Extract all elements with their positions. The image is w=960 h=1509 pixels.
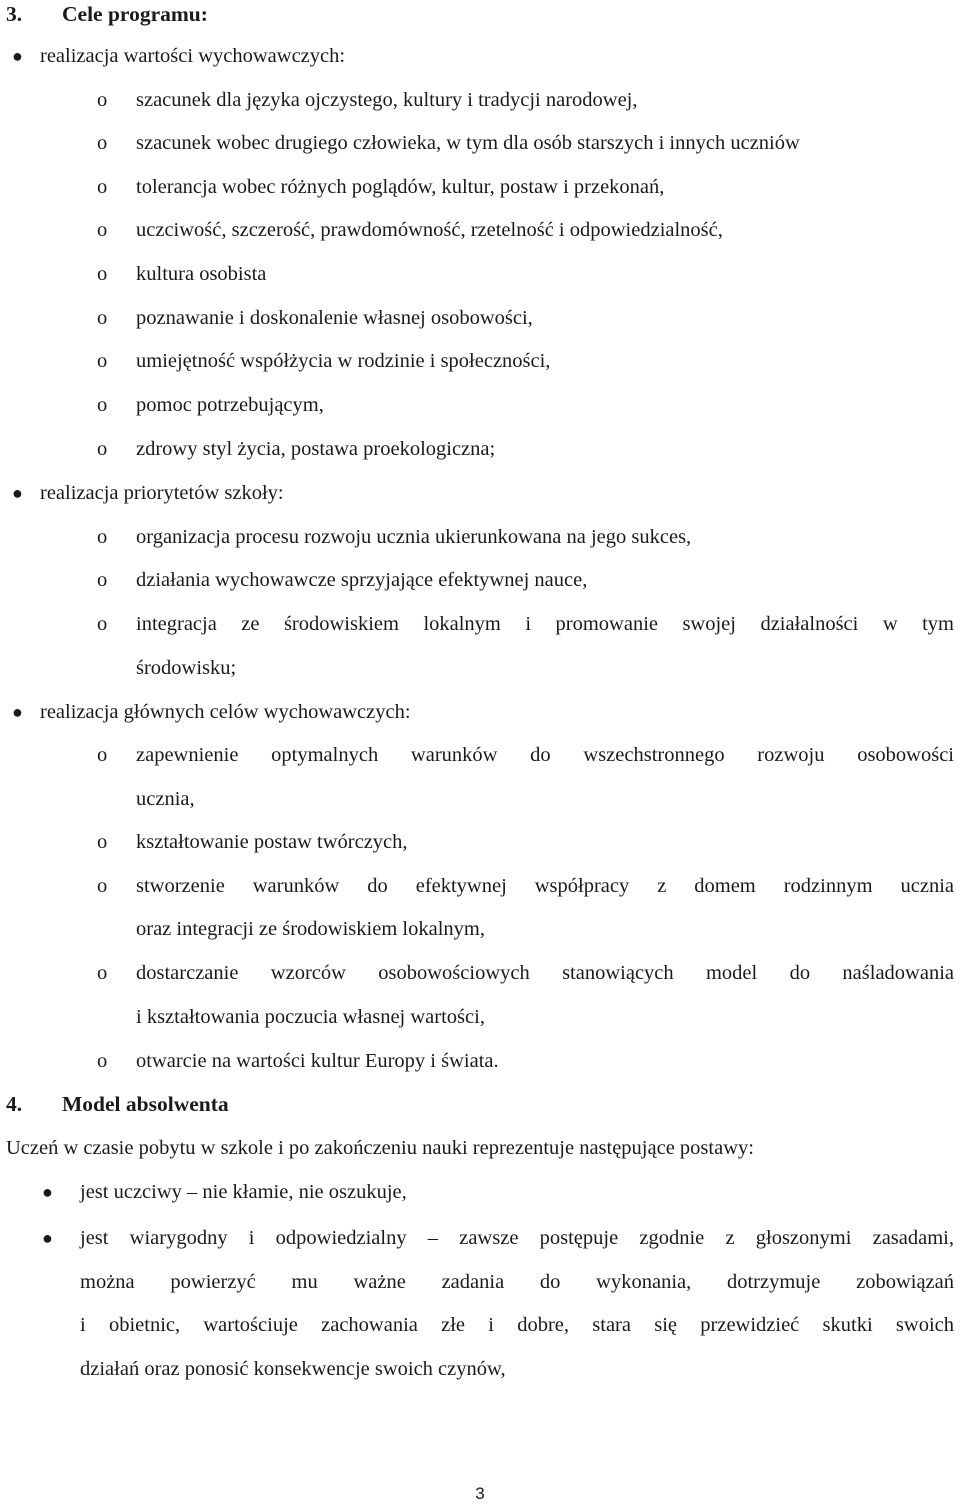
sub-marker: o [97, 831, 108, 853]
sub-marker: o [97, 263, 108, 285]
sub-item-text: zapewnienie optymalnych warunków do wszechstronnego rozwoju osobowości [136, 744, 954, 766]
intro-paragraph [0, 1126, 960, 1170]
bullet-marker: ● [42, 1182, 53, 1202]
attitude-text: jest uczciwy – nie kłamie, nie oszukuje, [80, 1181, 407, 1203]
attitude-item [0, 1170, 960, 1214]
sub-item [0, 383, 960, 427]
sub-marker: o [97, 307, 108, 329]
sub-item-text: tolerancja wobec różnych poglądów, kultur, postaw i przekonań, [136, 176, 665, 198]
sub-item [0, 1039, 960, 1083]
attitude-continuation [0, 1303, 960, 1347]
sub-marker: o [97, 962, 108, 984]
page-number: 3 [475, 1484, 485, 1503]
sub-item-text: działania wychowawcze sprzyjające efektywnej nauce, [136, 569, 588, 591]
bullet-label: realizacja głównych celów wychowawczych: [40, 701, 411, 723]
sub-item-text: oraz integracji ze środowiskiem lokalnym, [136, 918, 485, 940]
sub-item [0, 602, 960, 646]
bullet-label: realizacja wartości wychowawczych: [40, 45, 346, 67]
section-title: Model absolwenta [62, 1092, 229, 1116]
section-title: Cele programu: [62, 2, 208, 26]
intro-text: Uczeń w czasie pobytu w szkole i po zakończeniu nauki reprezentuje następujące postawy: [6, 1137, 754, 1159]
sub-item-continuation [0, 995, 960, 1039]
sub-marker: o [97, 132, 108, 154]
sub-item [0, 427, 960, 471]
sub-item [0, 296, 960, 340]
attitude-item [0, 1216, 960, 1260]
bullet-item [0, 690, 960, 734]
sub-item [0, 78, 960, 122]
sub-item-text: integracja ze środowiskiem lokalnym i promowanie swojej działalności w tym [136, 613, 954, 635]
sub-item-text: pomoc potrzebującym, [136, 394, 324, 416]
sub-marker: o [97, 613, 108, 635]
attitude-text: można powierzyć mu ważne zadania do wykonania, dotrzymuje zobowiązań [80, 1271, 954, 1293]
sub-item-continuation [0, 907, 960, 951]
sub-item-text: stworzenie warunków do efektywnej współpracy z domem rodzinnym ucznia [136, 875, 954, 897]
sub-marker: o [97, 89, 108, 111]
sub-marker: o [97, 176, 108, 198]
sub-marker: o [97, 1050, 108, 1072]
sub-marker: o [97, 438, 108, 460]
sub-item [0, 339, 960, 383]
bullet-marker: ● [12, 483, 23, 503]
section-4-heading [0, 1082, 960, 1126]
sub-item-text: poznawanie i doskonalenie własnej osobowości, [136, 307, 533, 329]
sub-item [0, 121, 960, 165]
sub-item-text: szacunek dla języka ojczystego, kultury i tradycji narodowej, [136, 89, 638, 111]
sub-marker: o [97, 569, 108, 591]
sub-item-text: kultura osobista [136, 263, 267, 285]
bullet-marker: ● [42, 1228, 53, 1248]
sub-item [0, 515, 960, 559]
attitude-continuation [0, 1260, 960, 1304]
sub-item-text: i kształtowania poczucia własnej wartości, [136, 1006, 485, 1028]
sub-item [0, 252, 960, 296]
sub-marker: o [97, 744, 108, 766]
sub-item-text: zdrowy styl życia, postawa proekologiczna; [136, 438, 496, 460]
sub-item-text: środowisku; [136, 657, 237, 679]
sub-item [0, 951, 960, 995]
section-3-heading [0, 0, 960, 36]
sub-item-text: organizacja procesu rozwoju ucznia ukierunkowana na jego sukces, [136, 526, 692, 548]
sub-marker: o [97, 875, 108, 897]
sub-marker: o [97, 526, 108, 548]
sub-item [0, 864, 960, 908]
section-number: 4. [6, 1092, 23, 1116]
sub-item [0, 208, 960, 252]
sub-item-text: ucznia, [136, 788, 195, 810]
sub-item-text: kształtowanie postaw twórczych, [136, 831, 408, 853]
sub-item [0, 733, 960, 777]
bullet-label: realizacja priorytetów szkoły: [40, 482, 284, 504]
sub-marker: o [97, 219, 108, 241]
sub-item-text: dostarczanie wzorców osobowościowych stanowiących model do naśladowania [136, 962, 954, 984]
attitude-text: jest wiarygodny i odpowiedzialny – zawsze postępuje zgodnie z głoszonymi zasadami, [80, 1227, 954, 1249]
bullet-marker: ● [12, 46, 23, 66]
bullet-item [0, 34, 960, 78]
bullet-marker: ● [12, 702, 23, 722]
attitude-continuation [0, 1347, 960, 1391]
sub-item [0, 558, 960, 602]
sub-item-continuation [0, 646, 960, 690]
attitude-text: działań oraz ponosić konsekwencje swoich czynów, [80, 1358, 506, 1380]
sub-marker: o [97, 350, 108, 372]
sub-item-text: uczciwość, szczerość, prawdomówność, rzetelność i odpowiedzialność, [136, 219, 723, 241]
sub-item-continuation [0, 777, 960, 821]
sub-item-text: umiejętność współżycia w rodzinie i społeczności, [136, 350, 551, 372]
section-number: 3. [6, 2, 23, 26]
attitude-text: i obietnic, wartościuje zachowania złe i dobre, stara się przewidzieć skutki swoich [80, 1314, 954, 1336]
sub-item [0, 820, 960, 864]
sub-item-text: otwarcie na wartości kultur Europy i świata. [136, 1050, 499, 1072]
sub-marker: o [97, 394, 108, 416]
sub-item-text: szacunek wobec drugiego człowieka, w tym dla osób starszych i innych uczniów [136, 132, 800, 154]
bullet-item [0, 471, 960, 515]
sub-item [0, 165, 960, 209]
